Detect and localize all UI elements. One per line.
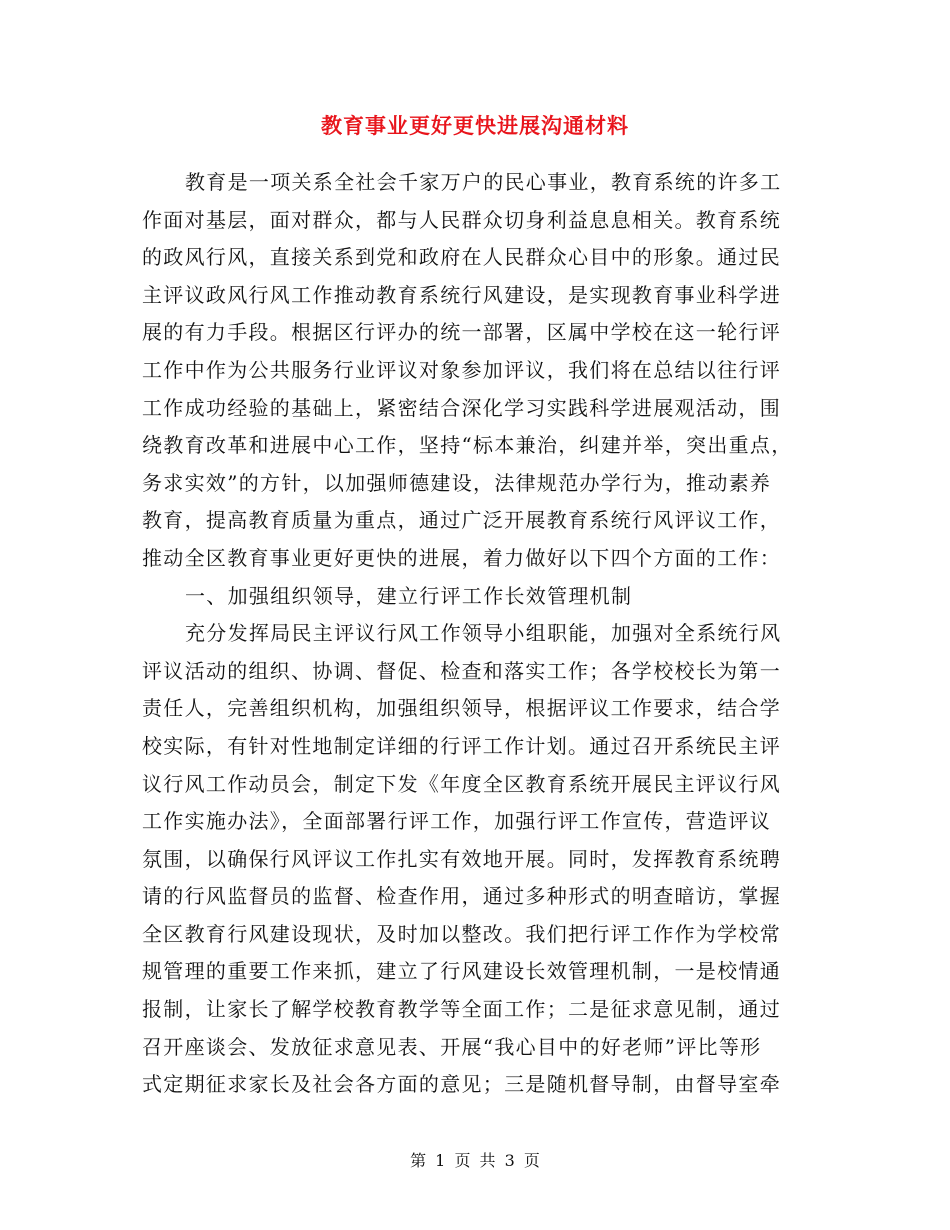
body-line: 工作实施办法》，全面部署行评工作，加强行评工作宣传，营造评议 [142,809,771,834]
body-line: 式定期征求家长及社会各方面的意见；三是随机督导制，由督导室牵 [142,1072,781,1097]
body-line: 展的有力手段。根据区行评办的统一部署，区属中学校在这一轮行评 [142,320,781,345]
body-line: 工作中作为公共服务行业评议对象参加评议，我们将在总结以往行评 [142,357,781,382]
body-line: 作面对基层，面对群众，都与人民群众切身利益息息相关。教育系统 [142,207,781,232]
body-line: 教育是一项关系全社会千家万户的民心事业，教育系统的许多工 [185,170,782,194]
body-line: 规管理的重要工作来抓，建立了行风建设长效管理机制，一是校情通 [142,959,781,984]
body-line: 请的行风监督员的监督、检查作用，通过多种形式的明查暗访，掌握 [142,884,781,909]
body-line: 教育，提高教育质量为重点，通过广泛开展教育系统行风评议工作， [142,508,781,533]
body-line: 充分发挥局民主评议行风工作领导小组职能，加强对全系统行风 [185,621,782,646]
body-line: 绕教育改革和进展中心工作，坚持“标本兼治，纠建并举，突出重点， [142,433,793,458]
body-line: 推动全区教育事业更好更快的进展，着力做好以下四个方面的工作： [142,545,781,570]
body-line: 务求实效”的方针，以加强师德建设，法律规范办学行为，推动素养 [142,470,772,495]
body-line: 评议活动的组织、协调、督促、检查和落实工作；各学校校长为第一 [142,658,781,683]
body-line: 氛围，以确保行风评议工作扎实有效地开展。同时，发挥教育系统聘 [142,846,781,871]
body-line: 责任人，完善组织机构，加强组织领导，根据评议工作要求，结合学 [142,696,781,721]
document-body [142,164,807,1104]
body-line: 报制，让家长了解学校教育教学等全面工作；二是征求意见制，通过 [142,997,781,1022]
body-line: 主评议政风行风工作推动教育系统行风建设，是实现教育事业科学进 [142,282,781,307]
body-line: 召开座谈会、发放征求意见表、开展“我心目中的好老师”评比等形 [142,1034,762,1059]
section-heading: 一、加强组织领导，建立行评工作长效管理机制 [185,583,633,608]
document-title: 教育事业更好更快进展沟通材料 [321,113,629,138]
body-line: 校实际，有针对性地制定详细的行评工作计划。通过召开系统民主评 [142,733,781,758]
page-footer: 第 1 页 共 3 页 [410,1151,540,1170]
body-line: 工作成功经验的基础上，紧密结合深化学习实践科学进展观活动，围 [142,395,781,420]
body-line: 议行风工作动员会，制定下发《年度全区教育系统开展民主评议行风 [142,771,781,796]
body-line: 全区教育行风建设现状，及时加以整改。我们把行评工作作为学校常 [142,921,781,946]
body-line: 的政风行风，直接关系到党和政府在人民群众心目中的形象。通过民 [142,245,781,270]
